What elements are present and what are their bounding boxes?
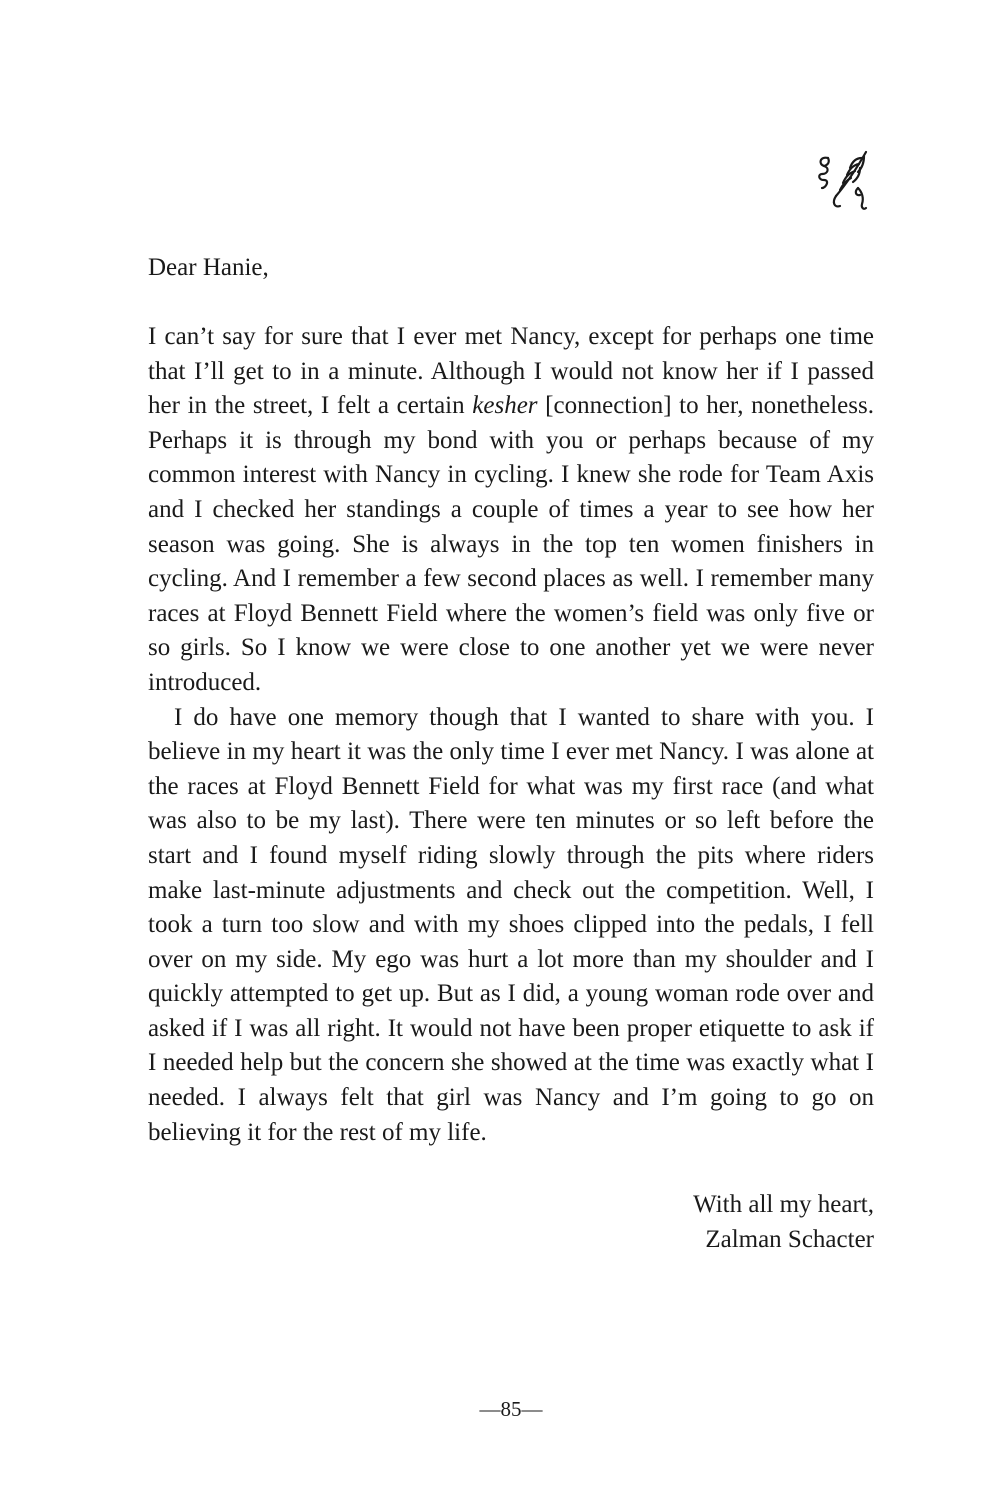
paragraph-1-text-end: [connection] to her, nonetheless. Perhaps it is through my bond with you or perhaps because of my common interest with Nancy in cycling. I knew she rode for Team Axis and I checked her standings a couple of times a year to see how her season was going. She is always in the top ten women finishers in cycling. And I remember a few second places as well. I remember many races at Floyd Bennett Field where the women’s field was only five or so girls. So I know we were close to one another yet we were never introduced. xyxy=(148,392,874,696)
letter-body xyxy=(148,320,874,1150)
letter-closing: With all my heart, xyxy=(693,1191,874,1218)
letter-salutation: Dear Hanie, xyxy=(148,254,269,281)
letter-signature: Zalman Schacter xyxy=(705,1225,874,1253)
paragraph-1-text-start: I can’t say for sure that I ever met Nancy, except for perhaps one time that I’ll get to in a minute. Although I would not know her if I passed her in the street, I felt a certain xyxy=(148,323,874,420)
feather-quill-ornament-icon xyxy=(814,148,874,214)
letter-page xyxy=(148,0,874,1503)
paragraph-1-italic-term: kesher xyxy=(472,392,538,420)
letter-paragraph-1 xyxy=(148,320,874,701)
page-number: —85— xyxy=(479,1397,543,1421)
letter-closing-block xyxy=(693,1188,874,1257)
letter-paragraph-2: I do have one memory though that I wanted to share with you. I believe in my heart it was the only time I ever met Nancy. I was alone at the races at Floyd Bennett Field for what was my first race (and what was also to be my last). There were ten minutes or so left before the start and I found myself riding slowly through the pits where riders make last-minute adjustments and check out the competition. Well, I took a turn too slow and with my shoes clipped into the pedals, I fell over on my side. My ego was hurt a lot more than my shoulder and I quickly attempted to get up. But as I did, a young woman rode over and asked if I was all right. It would not have been proper etiquette to ask if I needed help but the concern she showed at the time was exactly what I needed. I always felt that girl was Nancy and I’m going to go on believing it for the rest of my life. xyxy=(148,703,874,1146)
